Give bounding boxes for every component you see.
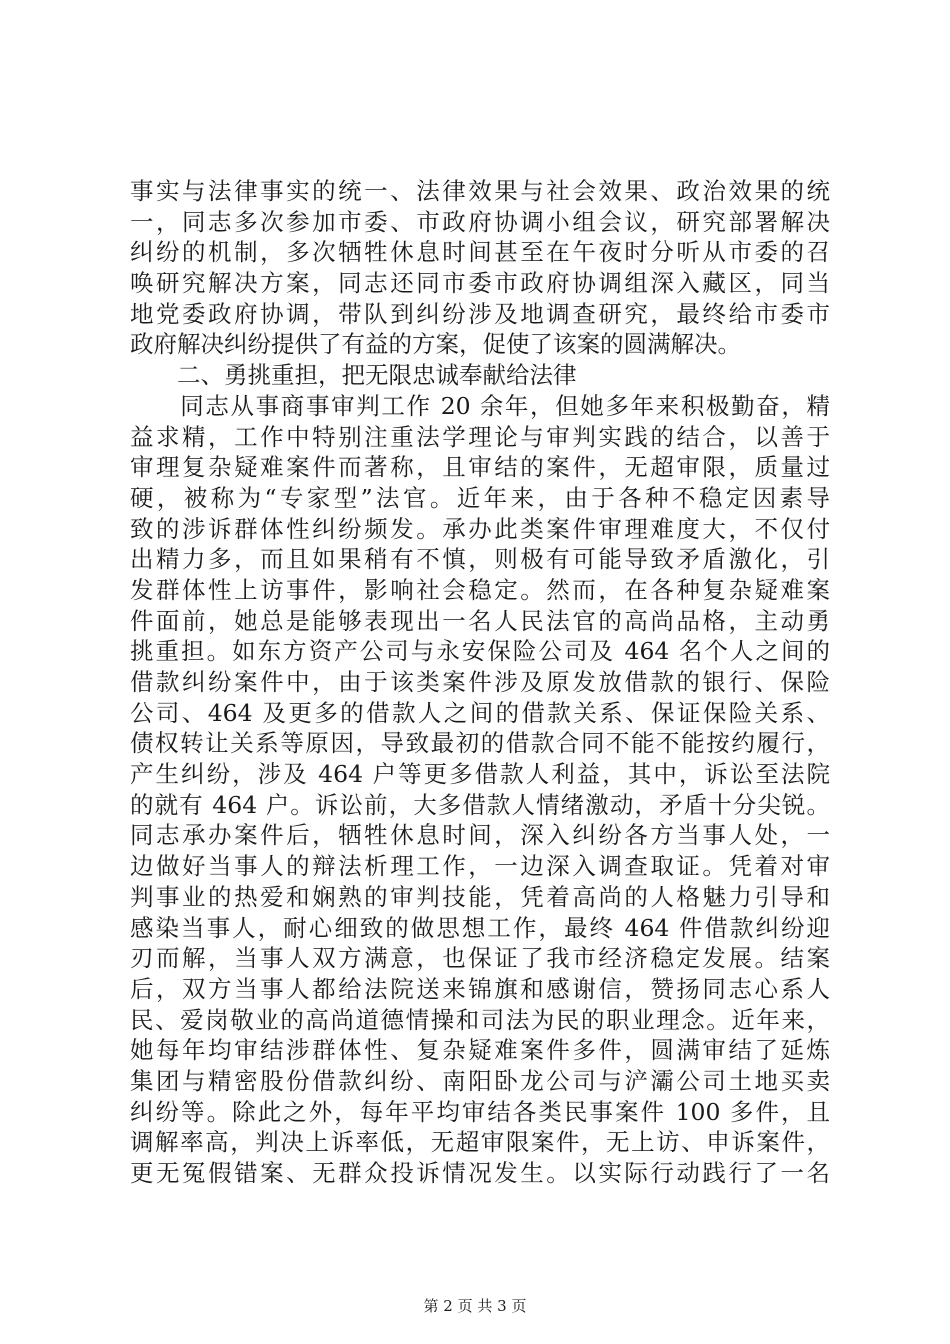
text-line: 集团与精密股份借款纠纷、南阳卧龙公司与浐灞公司土地买卖	[130, 1066, 830, 1095]
text-line: 债权转让关系等原因，导致最初的借款合同不能不能按约履行，	[130, 729, 830, 758]
text-line: 二、勇挑重担，把无限忠诚奉献给法律	[130, 361, 577, 390]
text-line: 纠纷的机制，多次牺牲休息时间甚至在午夜时分听从市委的召	[130, 238, 830, 267]
text-line: 益求精，工作中特别注重法学理论与审判实践的结合，以善于	[130, 422, 830, 451]
text-line: 同志从事商事审判工作 20 余年，但她多年来积极勤奋，精	[130, 391, 830, 420]
text-line: 判事业的热爱和娴熟的审判技能，凭着高尚的人格魅力引导和	[130, 882, 830, 911]
text-line: 事实与法律事实的统一、法律效果与社会效果、政治效果的统	[130, 177, 830, 205]
text-line: 唤研究解决方案，同志还同市委市政府协调组深入藏区，同当	[130, 269, 830, 298]
text-line: 同志承办案件后，牺牲休息时间，深入纠纷各方当事人处，一	[130, 821, 830, 850]
text-line: 一，同志多次参加市委、市政府协调小组会议，研究部署解决	[130, 207, 830, 236]
text-line: 刃而解，当事人双方满意，也保证了我市经济稳定发展。结案	[130, 944, 830, 973]
text-line: 件面前，她总是能够表现出一名人民法官的高尚品格，主动勇	[130, 606, 830, 635]
text-line: 致的涉诉群体性纠纷频发。承办此类案件审理难度大，不仅付	[130, 514, 830, 543]
text-line: 硬，被称为“专家型”法官。近年来，由于各种不稳定因素导	[130, 483, 830, 512]
text-line: 公司、464 及更多的借款人之间的借款关系、保证保险关系、	[130, 698, 830, 727]
text-line: 感染当事人，耐心细致的做思想工作，最终 464 件借款纠纷迎	[130, 913, 830, 942]
text-line: 她每年均审结涉群体性、复杂疑难案件多件，圆满审结了延炼	[130, 1036, 830, 1065]
text-line: 出精力多，而且如果稍有不慎，则极有可能导致矛盾激化，引	[130, 545, 830, 574]
text-line: 借款纠纷案件中，由于该类案件涉及原发放借款的银行、保险	[130, 668, 830, 696]
text-line: 审理复杂疑难案件而著称，且审结的案件，无超审限，质量过	[130, 453, 830, 482]
text-line: 调解率高，判决上诉率低，无超审限案件，无上访、申诉案件，	[130, 1128, 830, 1157]
text-line: 挑重担。如东方资产公司与永安保险公司及 464 名个人之间的	[130, 637, 830, 666]
text-line: 民、爱岗敬业的高尚道德情操和司法为民的职业理念。近年来，	[130, 1005, 830, 1034]
document-body	[130, 176, 830, 1189]
text-line: 发群体性上访事件，影响社会稳定。然而，在各种复杂疑难案	[130, 575, 830, 604]
text-line: 边做好当事人的辩法析理工作，一边深入调查取证。凭着对审	[130, 852, 830, 881]
text-line: 的就有 464 户。诉讼前，大多借款人情绪激动，矛盾十分尖锐。	[130, 790, 830, 819]
text-line: 更无冤假错案、无群众投诉情况发生。以实际行动践行了一名	[130, 1159, 830, 1187]
text-line: 纠纷等。除此之外，每年平均审结各类民事案件 100 多件，且	[130, 1097, 830, 1126]
text-line: 产生纠纷，涉及 464 户等更多借款人利益，其中，诉讼至法院	[130, 760, 830, 789]
page-footer: 第 2 页 共 3 页	[423, 1297, 527, 1315]
text-line: 地党委政府协调，带队到纠纷涉及地调查研究，最终给市委市	[130, 299, 830, 328]
text-line: 政府解决纠纷提供了有益的方案，促使了该案的圆满解决。	[130, 330, 741, 359]
text-line: 后，双方当事人都给法院送来锦旗和感谢信，赞扬同志心系人	[130, 974, 830, 1003]
